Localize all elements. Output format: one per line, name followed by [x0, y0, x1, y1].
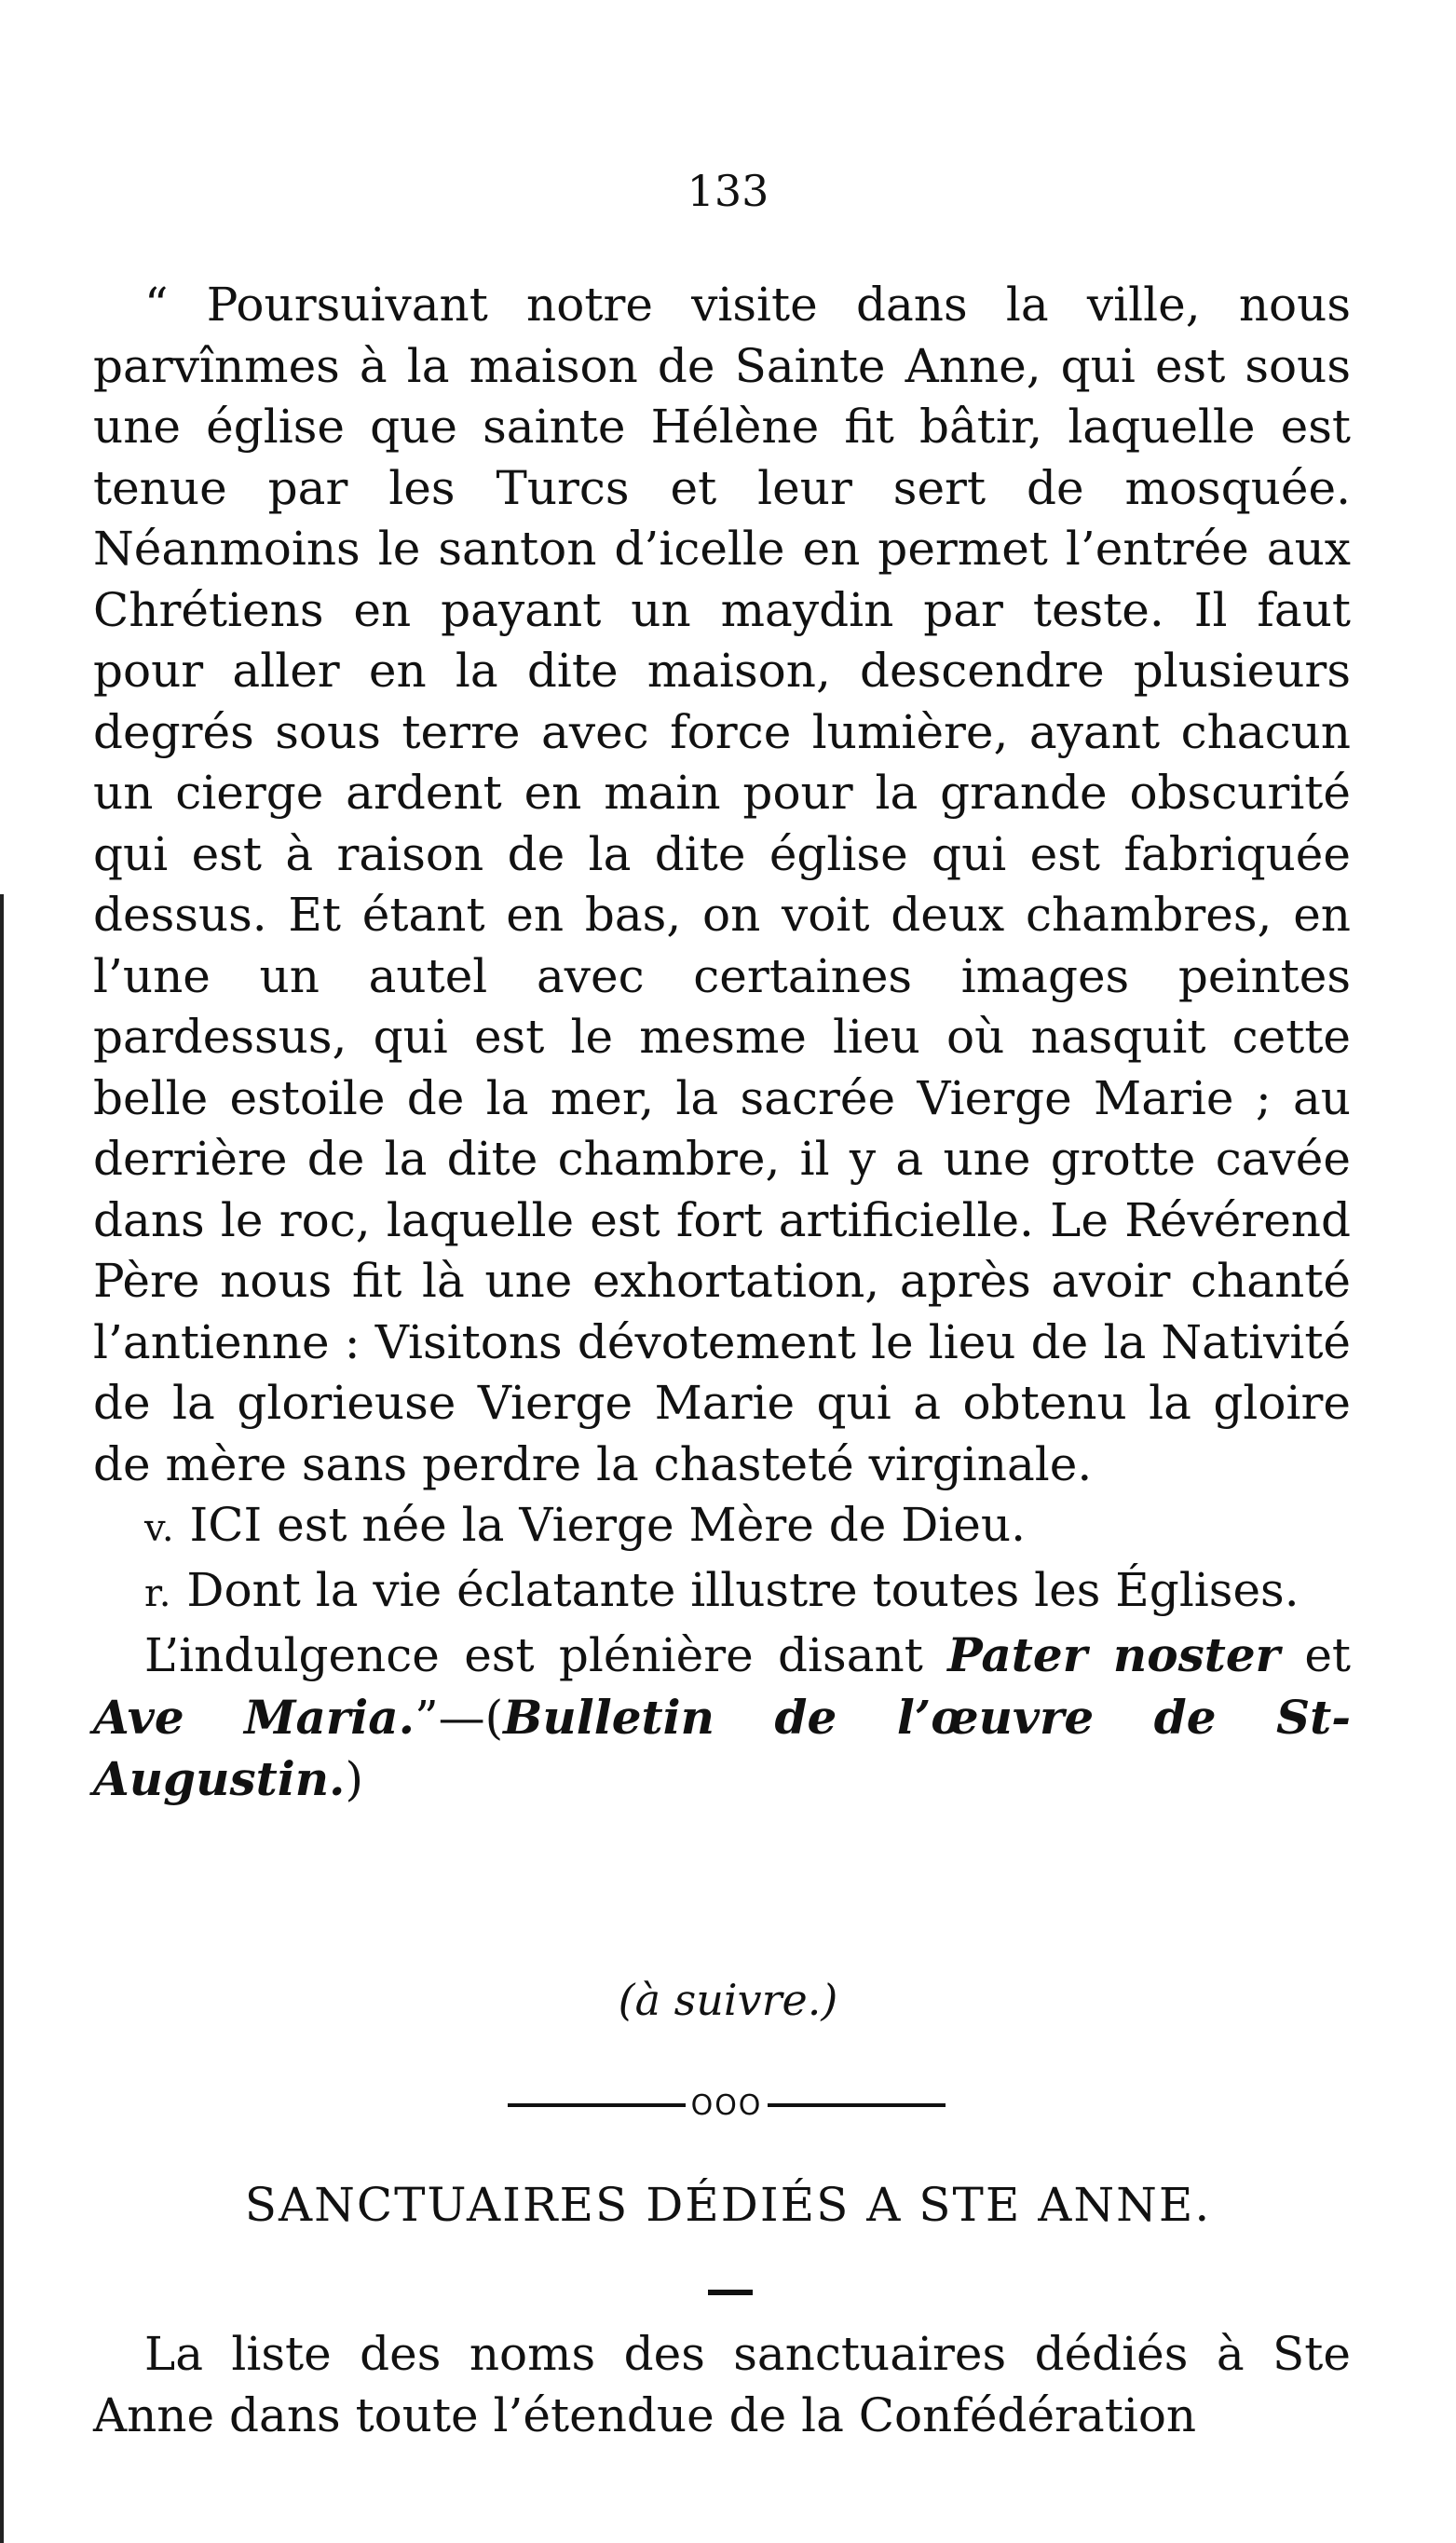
article-body — [93, 275, 1351, 1811]
section-title: SANCTUAIRES DÉDIÉS A STE ANNE. — [244, 2178, 1212, 2232]
separator-ornament: OOO — [690, 2088, 763, 2122]
page-number: 133 — [687, 166, 769, 216]
paragraph-pilgrimage-account: “ Poursuivant notre visite dans la ville, nous parvînmes à la maison de Sainte Anne, qui est sous une église que sainte Hélène fit bâtir, laquelle est tenue par les Turcs et leur sert de mosquée. Néanmoins le santon d’icelle en permet l’entrée aux Chrétiens en payant un maydin par teste. Il faut pour aller en la dite maison, descendre plusieurs degrés sous terre avec force lumière, ayant chacun un cierge ardent en main pour la grande obscurité qui est à raison de la dite église qui est fabriquée dessus. Et étant en bas, on voit deux chambres, en l’une un autel avec certaines images peintes pardessus, qui est le mesme lieu où nasquit cette belle estoile de la mer, la sacrée Vierge Marie ; au derrière de la dite chambre, il y a une grotte cavée dans le roc, laquelle est fort artificielle. Le Révérend Père nous fit là une exhortation, après avoir chanté l’antienne : Visitons dévotement le lieu de la Nativité de la glorieuse Vierge Marie qui a obtenu la gloire de mère sans perdre la chasteté virginale. — [93, 278, 1351, 1491]
indulgence-text: L’indulgence est plénière disant — [144, 1628, 923, 1682]
to-be-continued: (à suivre.) — [618, 1975, 838, 2025]
versicle-letter: v. — [144, 1507, 175, 1550]
pater-noster-text: Pater noster — [947, 1627, 1280, 1682]
response-letter: r. — [144, 1571, 172, 1615]
close-paren-text: ) — [345, 1752, 363, 1806]
section-body — [93, 2324, 1351, 2446]
separator-line-left — [508, 2103, 686, 2107]
bulletin-source-text: Bulletin de l’œuvre de St-Augustin. — [93, 1689, 1351, 1806]
versicle — [93, 1495, 1351, 1560]
response — [93, 1560, 1351, 1625]
section-separator — [508, 2087, 946, 2124]
et-text: et — [1304, 1628, 1351, 1682]
page-edge-rule — [0, 894, 4, 2543]
quote-dash-text: ”—( — [415, 1690, 504, 1745]
separator-line-right — [768, 2103, 946, 2107]
ave-maria-text: Ave Maria. — [93, 1689, 415, 1745]
section-paragraph: La liste des noms des sanctuaires dédiés à Ste Anne dans toute l’étendue de la Confédération — [93, 2327, 1351, 2442]
versicle-text: ICI est née la Vierge Mère de Dieu. — [189, 1498, 1026, 1552]
indulgence-paragraph — [93, 1625, 1351, 1811]
title-dash — [708, 2290, 753, 2295]
response-text: Dont la vie éclatante illustre toutes les Églises. — [186, 1562, 1300, 1617]
